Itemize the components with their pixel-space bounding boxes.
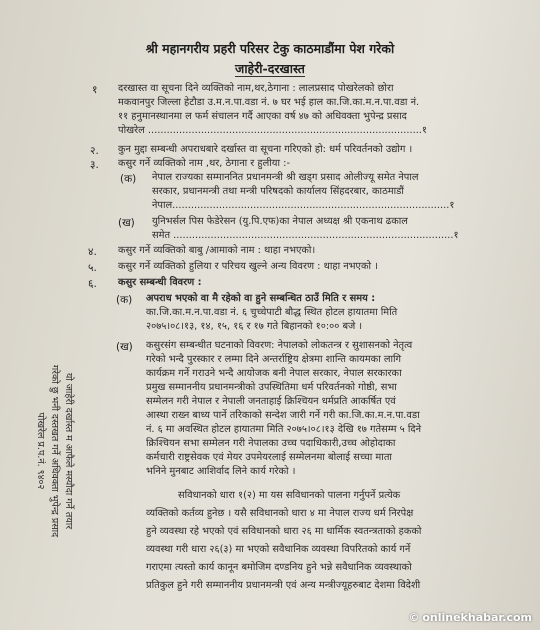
globe-icon: © [408,611,420,624]
watermark [408,611,532,624]
sub6-kh-line-10: भनिने मुनबाट आशिर्वाद लिने कार्य गरेको । [146,466,296,477]
sub-item-number: (ख) [118,217,135,229]
page-subtitle [0,60,540,77]
sub6-k-line-3: २०७५।०८।१३, १४, १५, १६ र १७ गते बिहानको १०:०० बजे । [146,321,363,332]
item-6-line-1: कसुर सम्बन्धी विवरण : [118,277,202,288]
item-5-line-1: कसुर गर्ने व्यक्तिको हुलिया र परिचय खुल्ने अन्य विवरण : थाहा नभएको । [118,261,378,272]
body-line-3: हुने व्यवस्था रहे भएको एवं सविधानको धारा २६ मा धार्मिक स्वतन्त्रताको हकको [146,526,422,537]
sub3-kh-line-2: समेत ..........................................................................................१ [152,230,459,241]
body-line-1: सविधानको धारा १(२) मा यस सविधानको पालना गर्नुपर्ने प्रत्येक [178,490,401,501]
side-note-line-3: पोखरेल प्र.प.नं. ९४०२ [35,412,46,490]
page-title: श्री महानगरीय प्रहरी परिसर टेकु काठमाडौंमा पेश गरेको [145,41,395,56]
item-number: २. [90,145,99,157]
sub-item-number: (ख) [116,341,133,353]
item-1-line-4: पोखरेल ........................................................................................१ [118,125,428,136]
item-4-line-1: कसुर गर्ने व्यक्तिको बाबु /आमाको नाम : थाहा नभएको। [118,245,316,256]
sub6-kh-line-1: कसुरसंग सम्बन्धीत घटनाको विवरण: नेपालको लोकतन्त्र र सुशासनको नेतृत्व [146,340,413,351]
item-number: १ [92,84,98,96]
sub3-kh-line-1: युनिभर्सल पिस फेडेरेसन (यु.पि.एफ)का नेपाल अध्यक्ष श्री एकनाथ ढकाल [152,216,408,227]
body-line-4: व्यवस्था गरी धारा २६(३) मा भएको सवैधानिक व्यवस्था विपरितको कार्य गर्ने [146,544,411,555]
sub3-k-line-3: नेपाल.........................................................................................१ [152,200,455,211]
watermark-text: onlinekhabar.com [422,611,532,624]
sub6-kh-line-2: गरेको भन्दै पुरस्कार र लम्मा दिने अन्तर्राष्ट्रिय क्षेत्रमा शान्ति कायमका लागि [146,354,402,365]
side-note [33,301,75,601]
subtitle-text: जाहेरी-दरखास्त [235,61,305,76]
item-number: ४. [88,246,97,258]
item-number: ३. [90,159,99,171]
item-number: ६. [88,278,97,290]
sub-item-number: (क) [120,173,137,185]
sub6-kh-line-8: क्रिश्चियन सभा सम्मेलन गरी नेपालका उच्च पदाधिकारी,उच्च ओहोदाका [146,438,396,449]
sub6-kh-line-6: आस्था राख्न बाध्य पार्ने तरिकाको सन्देश जारी गर्ने गरी का.जि.का.म.न.पा.वडा [146,410,420,421]
sub6-kh-line-7: नं. ६ मा अवस्थित होटल हायातमा मिति २०७५।०८।१३ देखि १७ गतेसम्म ५ दिने [146,424,422,435]
sub3-k-line-2: सरकार, प्रधानमन्त्री तथा मन्त्री परिषदको कार्यालय सिंहदरबार, काठमाडौं [152,186,404,197]
sub6-kh-line-5: सम्मेलन गरी नेपाल र नेपाली जनताहाई क्रिश्चियन धर्मप्रति आकर्षित एवं [146,396,396,407]
sub-item-number: (क) [116,294,133,306]
body-line-2: व्यक्तिको कर्तव्य हुनेछ । यसै सविधानको धारा ४ मा नेपाल राज्य धर्म निरपेक्ष [146,508,414,519]
item-3-line-1: कसुर गर्ने व्यक्तिको नाम ,थर, ठेगाना र हुलीया :- [118,158,290,169]
sub3-k-line-1: नेपाल राज्यका सम्माननित प्रधानमन्त्री श्री खड्ग प्रसाद ओलीज्यू समेत नेपाल [152,172,419,183]
item-1-line-1: दरखास्त वा सूचना दिने व्यक्तिको नाम,थर,ठेगाना : लालप्रसाद पोखरेलको छोरा [118,83,394,94]
side-note-line-2: गरेको छु भनी दस्तखत गर्ने अधिवक्ता भुपेन्द्र प्रसाद [49,364,60,538]
sub6-kh-line-9: कर्मचारी राष्ट्रसेवक एवं मेयर उपमेयरलाई सम्मेलनमा बोलाई सच्चा माता [146,452,392,463]
sub6-kh-line-4: प्रमुख सम्माननीय प्रधानमन्त्रीको उपस्थितिमा धर्म परिवर्तनको गोष्ठी, सभा [146,382,397,393]
sub6-kh-line-3: कार्यक्रम गर्ने गराउने भन्दै आयोजक बनी नेपाल सरकार, नेपाल सरकारका [146,368,402,379]
item-1-line-2: मकवानपुर जिल्ला हेटौडा उ.म.न.पा.वडा नं. ७ घर भई हाल का.जि.का.म.न.पा.वडा नं. [118,97,420,108]
item-1-line-3: ११ हनुमानस्थानमा ल फर्म संचालन गर्दै आएका वर्ष ४७ को अधिवक्ता भुपेन्द्र प्रसाद [118,111,407,122]
body-line-5: गराएमा त्यस्तो कार्य कानून बमोजिम दण्डनिय हुने भन्ने सवैधानिक व्यवस्थाको [146,562,412,573]
sub6-k-line-2: का.जि.का.म.न.पा.वडा नं. ६ चुच्चेपाटी बौद्ध स्थित होटल हायातमा मिति [146,307,398,318]
side-note-line-1: यो जाहेरी दर्खास्त म आफैले मस्यौदा गर्ने तयार [63,372,74,530]
sub6-k-line-1: अपराध भएको वा मै रहेको वा हुने सम्बन्धित ठाउँ मिति र समय : [146,293,376,304]
item-number: ५. [88,262,97,274]
body-line-6: प्रतिकुल हुने गरी सम्माननीय प्रधानमन्त्री एवं अन्य मन्त्रीज्यूहरुबाट देशमा विदेशी [146,580,421,591]
item-2-line-1: कुन मुद्दा सम्बन्धी अपराधबारे दर्खास्त वा सूचना गरिएको हो: धर्म परिवर्तनको उद्योग । [118,144,413,155]
